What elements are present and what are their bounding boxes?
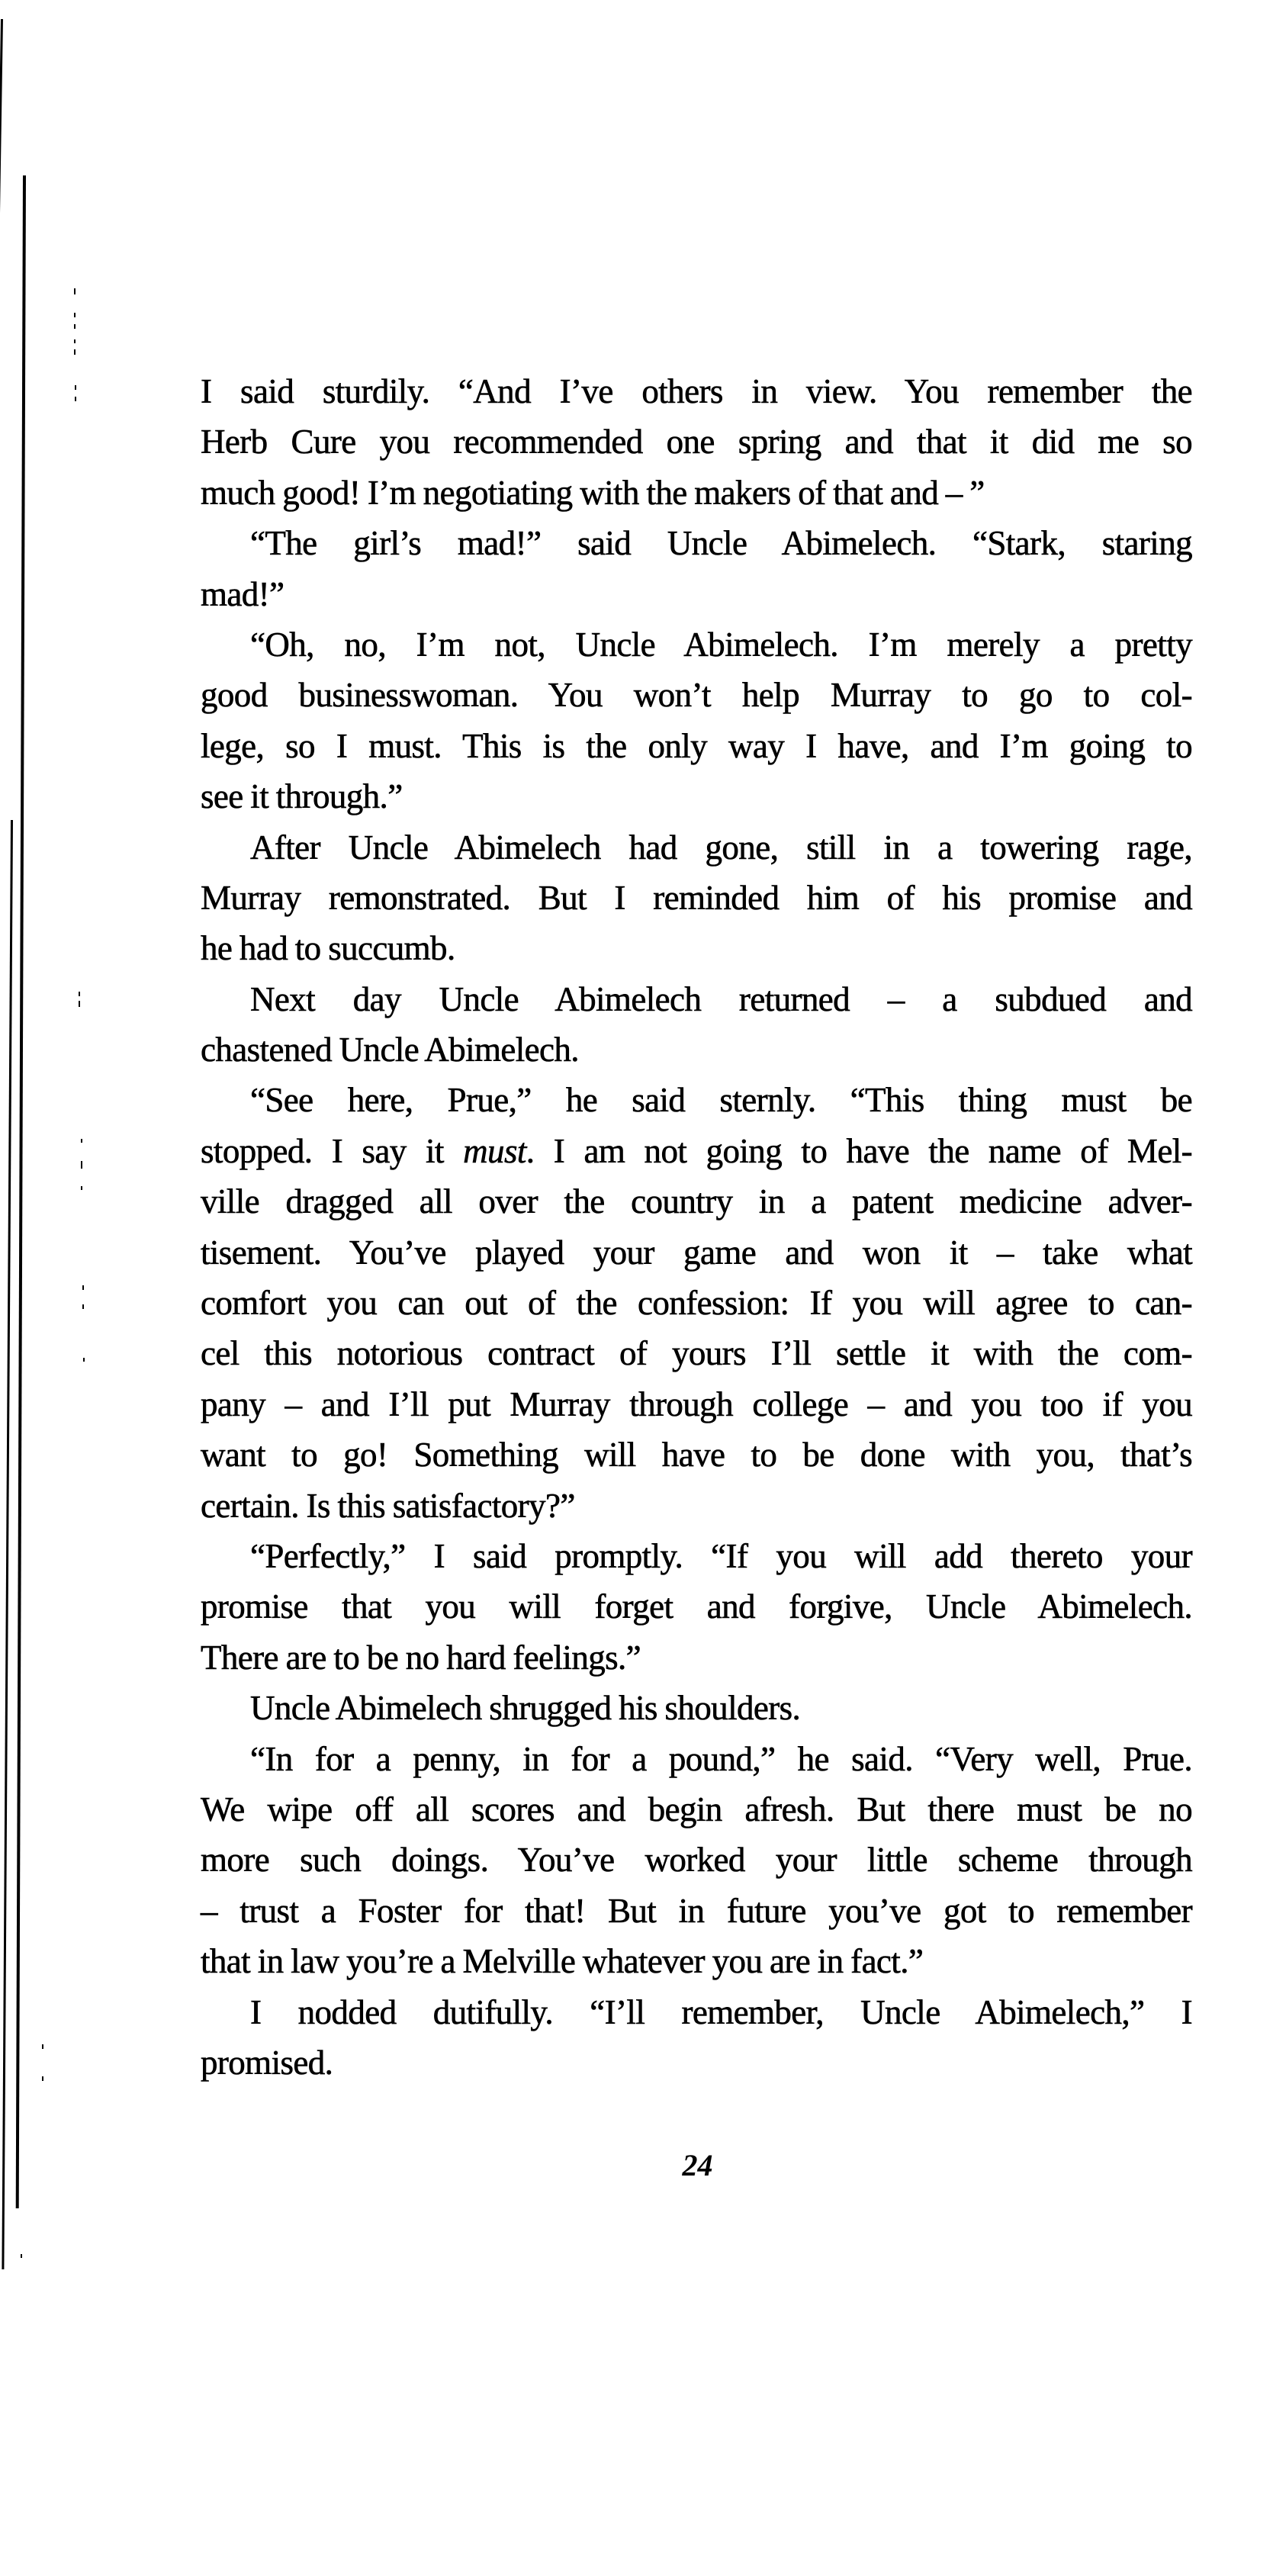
text-line: There are to be no hard feelings.” xyxy=(201,1638,641,1677)
page-number-label: 24 xyxy=(682,2148,713,2182)
gutter-line-outer-lower xyxy=(2,820,13,2269)
text-line: Uncle Abimelech shrugged his shoulders. xyxy=(250,1689,801,1728)
text-line: cel this notorious contract of yours I’ll settle it with the com- xyxy=(201,1334,1192,1373)
text-line: promise that you will forget and forgive, Uncle Abimelech. xyxy=(201,1587,1192,1626)
gutter-tick xyxy=(83,1358,85,1362)
gutter-tick xyxy=(74,324,76,329)
gutter-tick xyxy=(81,1161,82,1169)
gutter-tick xyxy=(74,339,76,343)
gutter-tick xyxy=(79,1001,80,1007)
gutter-tick xyxy=(42,2076,43,2081)
text-line: want to go! Something will have to be done with you, that’s xyxy=(201,1436,1192,1475)
body-text xyxy=(201,366,1192,2088)
text-line: certain. Is this satisfactory?” xyxy=(201,1486,575,1525)
gutter-tick xyxy=(74,288,76,294)
gutter-tick xyxy=(74,349,76,355)
gutter-tick xyxy=(74,313,76,317)
text-line: ville dragged all over the country in a patent medicine adver- xyxy=(201,1182,1192,1221)
text-line: see it through.” xyxy=(201,777,403,816)
text-line: I said sturdily. “And I’ve others in view. You remember the xyxy=(201,372,1192,410)
gutter-tick xyxy=(75,385,76,390)
gutter-tick xyxy=(42,2044,43,2049)
gutter-tick xyxy=(21,2254,22,2258)
text-line: comfort you can out of the confession: If you will agree to can- xyxy=(201,1284,1192,1323)
text-line: much good! I’m negotiating with the makers of that and – ” xyxy=(201,473,985,512)
text-line: After Uncle Abimelech had gone, still in a towering rage, xyxy=(250,828,1192,867)
gutter-tick xyxy=(81,1139,82,1143)
text-line: mad!” xyxy=(201,574,284,613)
text-line: “See here, Prue,” he said sternly. “This thing must be xyxy=(250,1081,1192,1120)
text-line: Murray remonstrated. But I reminded him of his promise and xyxy=(201,878,1192,917)
gutter-tick xyxy=(75,397,76,401)
gutter-tick xyxy=(81,1186,82,1190)
text-line: – trust a Foster for that! But in future you’ve got to remember xyxy=(201,1891,1192,1930)
gutter-tick xyxy=(79,992,80,996)
gutter-line-outer xyxy=(0,19,3,820)
text-line: “The girl’s mad!” said Uncle Abimelech. “Stark, staring xyxy=(250,524,1192,563)
text-run: . I am not going to have the name of Mel- xyxy=(526,1131,1192,1170)
text-line: that in law you’re a Melville whatever you are in fact.” xyxy=(201,1942,924,1981)
text-line: “In for a penny, in for a pound,” he said. “Very well, Prue. xyxy=(250,1739,1192,1778)
gutter-tick xyxy=(82,1285,84,1290)
text-line: We wipe off all scores and begin afresh. But there must be no xyxy=(201,1790,1192,1828)
gutter-tick xyxy=(82,1304,84,1309)
page-number xyxy=(0,2147,1273,2183)
text-run: stopped. I say it xyxy=(201,1131,464,1170)
text-line: more such doings. You’ve worked your little scheme through xyxy=(201,1841,1192,1880)
text-line: Herb Cure you recommended one spring and that it did me so xyxy=(201,423,1192,461)
gutter-line-inner xyxy=(16,175,26,2208)
text-line: he had to succumb. xyxy=(201,929,455,968)
text-line xyxy=(201,1126,1192,1176)
text-line: I nodded dutifully. “I’ll remember, Uncle Abimelech,” I xyxy=(250,1992,1192,2031)
text-line: promised. xyxy=(201,2043,333,2082)
text-line: lege, so I must. This is the only way I have, and I’m going to xyxy=(201,726,1192,765)
text-line: “Oh, no, I’m not, Uncle Abimelech. I’m merely a pretty xyxy=(250,625,1192,664)
text-line: “Perfectly,” I said promptly. “If you will add thereto your xyxy=(250,1536,1192,1575)
text-line: tisement. You’ve played your game and won it – take what xyxy=(201,1233,1192,1272)
emphasis-run: must xyxy=(463,1131,526,1170)
text-line: chastened Uncle Abimelech. xyxy=(201,1031,579,1069)
text-line: pany – and I’ll put Murray through college – and you too if you xyxy=(201,1384,1192,1423)
text-line: Next day Uncle Abimelech returned – a subdued and xyxy=(250,979,1192,1018)
text-line: good businesswoman. You won’t help Murray to go to col- xyxy=(201,676,1192,715)
